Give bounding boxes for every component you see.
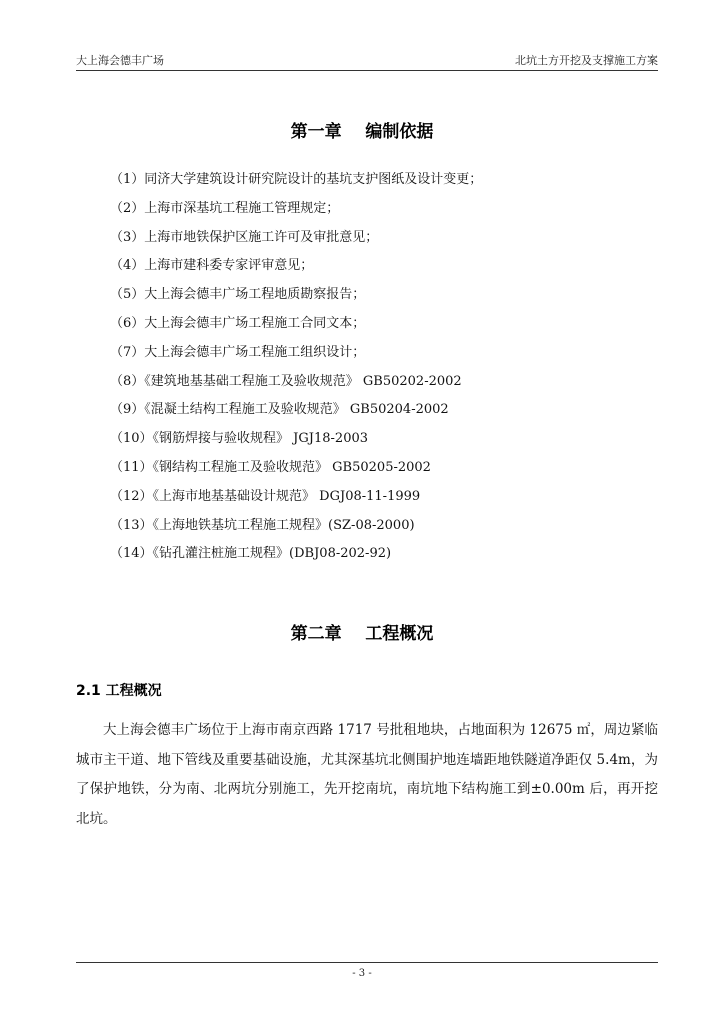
reference-item: （10）《钢筋焊接与验收规程》 JGJ18-2003	[110, 431, 369, 447]
reference-item: （8）《建筑地基基础工程施工及验收规范》 GB50202-2002	[110, 373, 462, 389]
header-project-name: 大上海会德丰广场	[76, 54, 164, 67]
project-overview-paragraph: 大上海会德丰广场位于上海市南京西路 1717 号批租地块，占地面积为 12675 ㎡，周边紧临城市主干道、地下管线及重要基础设施，尤其深基坑北侧围护地连墙距地铁隧道净距仅 5.4m，为了保护地铁，分为南、北两坑分别施工，先开挖南坑，南坑地下结构施工到±0.00m 后，再开挖北坑。	[76, 722, 658, 827]
reference-item: （7）大上海会德丰广场工程施工组织设计；	[110, 344, 366, 360]
header-document-title: 北坑土方开挖及支撑施工方案	[515, 54, 658, 67]
reference-item: （9）《混凝土结构工程施工及验收规范》 GB50204-2002	[110, 402, 449, 418]
reference-item: （13）《上海地铁基坑工程施工规程》(SZ-08-2000)	[110, 517, 415, 533]
reference-item: （4）上海市建科委专家评审意见；	[110, 258, 314, 274]
reference-item: （14）《钻孔灌注桩施工规程》(DBJ08-202-92)	[110, 546, 392, 562]
footer-divider	[76, 962, 658, 963]
reference-item: （6）大上海会德丰广场工程施工合同文本；	[110, 315, 366, 331]
reference-item: （12）《上海市地基基础设计规范》 DGJ08-11-1999	[110, 488, 421, 504]
reference-item: （2）上海市深基坑工程施工管理规定；	[110, 200, 340, 216]
chapter-1-title: 第一章 编制依据	[290, 122, 434, 142]
reference-item: （1）同济大学建筑设计研究院设计的基坑支护图纸及设计变更；	[110, 172, 483, 187]
reference-item: （5）大上海会德丰广场工程地质勘察报告；	[110, 287, 366, 303]
section-2-1-title: 2.1 工程概况	[76, 683, 162, 699]
page-number: - 3 -	[352, 968, 372, 979]
reference-item: （3）上海市地铁保护区施工许可及审批意见；	[110, 229, 379, 245]
page-header	[76, 52, 658, 71]
reference-item: （11）《钢结构工程施工及验收规范》 GB50205-2002	[110, 459, 431, 475]
reference-list	[110, 166, 670, 569]
chapter-2-title: 第二章 工程概况	[290, 624, 434, 644]
